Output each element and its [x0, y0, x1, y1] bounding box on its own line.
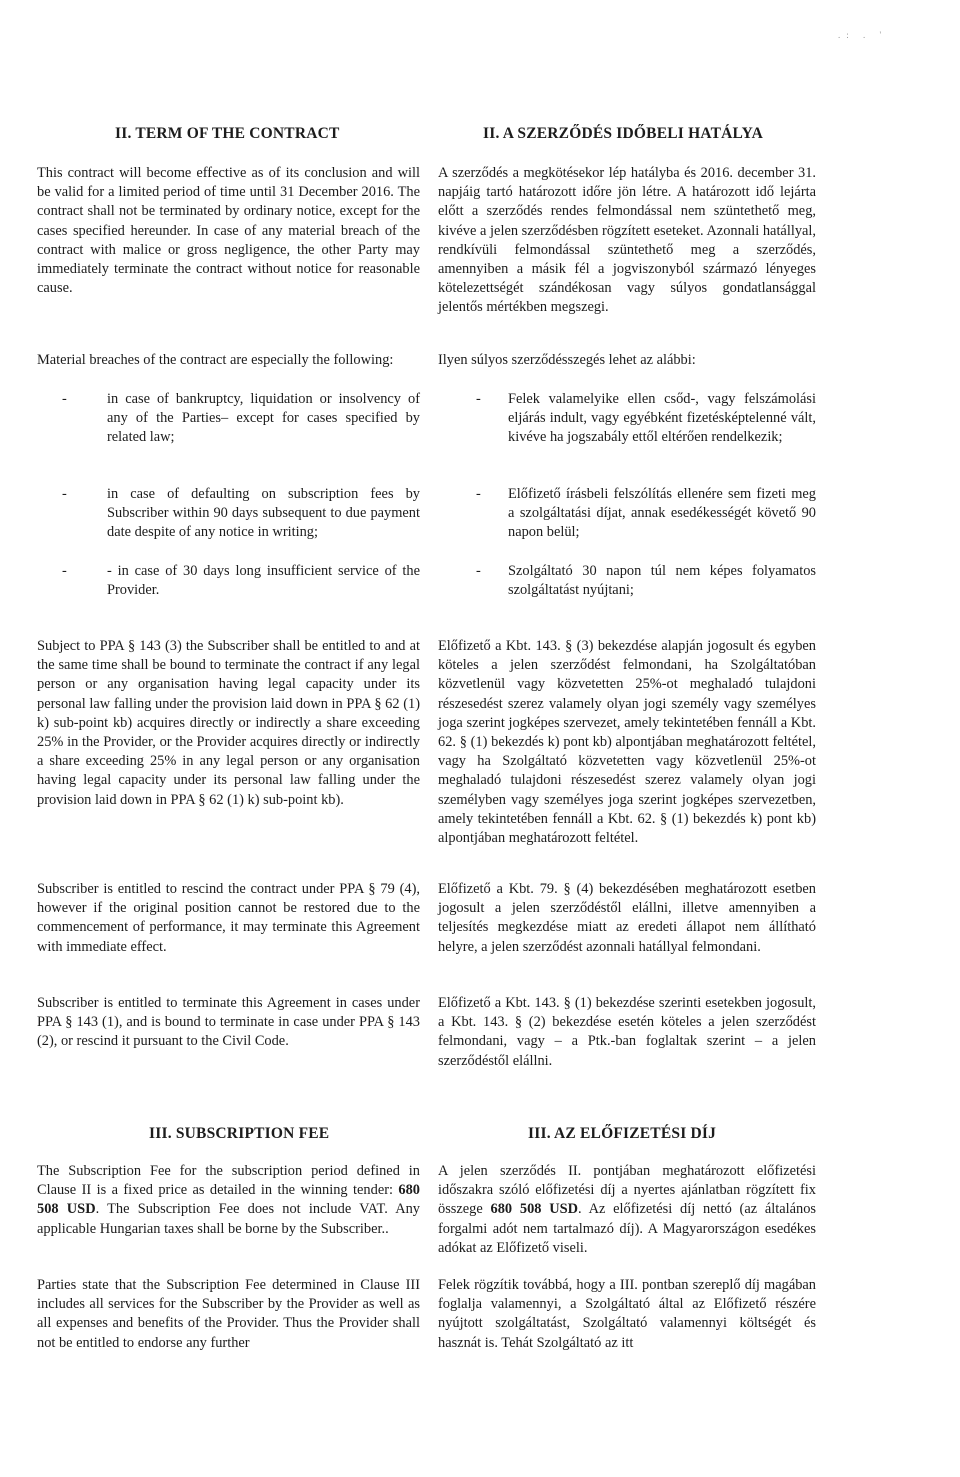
list-item-text: in case of defaulting on subscription fees by Subscriber within 90 days subsequent to due payment date despite of any notice in writing; [107, 486, 420, 541]
en-fee-paragraph [37, 1162, 420, 1239]
en-fee-amount: 680 508 USD [37, 1182, 420, 1218]
hu-fee-inclusion-paragraph: Felek rögzítik továbbá, hogy a III. pontban szereplő díj magában foglalja valamennyi, a Szolgáltató által az Előfizető részére nyújtott szolgáltatást, Szolgáltató valamennyi költségét és hasznát is. Tehát Szolgáltató az itt [438, 1277, 816, 1351]
list-dash: - [476, 391, 481, 407]
en-ppa-143-3-paragraph: Subject to PPA § 143 (3) the Subscriber shall be entitled to and at the same time shall be bound to terminate the contract if any legal person or any organisation having legal capacity under its personal law falling under the provision laid down in PPA § 62 (1) k) sub-point kb) acquires directly or indirectly a share exceeding 25% in the Provider, or the Provider acquires directly or indirectly a share exceeding 25% in any legal person or any organisation having legal capacity under its personal law falling under the provision laid down in PPA § 62 (1) k) sub-point kb). [37, 638, 420, 808]
hu-section-3-heading: III. AZ ELŐFIZETÉSI DÍJ [528, 1125, 717, 1142]
hu-fee-text-b: . Az előfizetési díj nettó (az általános forgalmi adót nem tartalmazó díj). A Magyarországon esedékes adókat az Előfizető viseli. [438, 1201, 817, 1256]
hu-kbt-143-3-paragraph: Előfizető a Kbt. 143. § (3) bekezdése alapján jogosult és egyben köteles a jelen szerződést felmondani, ha Szolgáltatóban közvetlenül vagy közvetetten 25%-ot meghaladó tulajdoni részesedést szerez valamely olyan jogi személy vagy személyes joga szerint jogképes szervezet, amely tekintetében fennáll a Kbt. 62. § (1) bekezdés k) pont kb) alpontjában meghatározott feltétel, vagy ha Szolgáltató közvetetten vagy közvetlenül 25%-ot meghaladó tulajdoni részesedést szerez valamely olyan jogi személyben vagy személyes joga szerint jogképes szervezetben, amely tekintetében fennáll a Kbt. 62. § (1) bekezdés k) pont kb) alpontjában meghatározott feltétel. [438, 638, 816, 847]
en-section-2-heading: II. TERM OF THE CONTRACT [115, 125, 340, 142]
en-ppa-79-paragraph: Subscriber is entitled to rescind the contract under PPA § 79 (4), however if the original position cannot be restored due to the commencement of performance, it may terminate this Agreement with immediate effect. [37, 881, 420, 955]
list-item-text: - in case of 30 days long insufficient service of the Provider. [107, 563, 420, 599]
list-item-text: in case of bankruptcy, liquidation or insolvency of any of the Parties– except for cases specified by related law; [107, 391, 420, 446]
hu-fee-paragraph [438, 1162, 816, 1258]
hu-kbt-143-1-paragraph: Előfizető a Kbt. 143. § (1) bekezdése szerinti esetekben jogosult, a Kbt. 143. § (2) bekezdése esetén köteles a jelen szerződést felmondani, vagy – a Ptk.-ban foglaltak szerint – a jelen szerződéstől elállni. [438, 995, 816, 1069]
list-item-text: Felek valamelyike ellen csőd-, vagy felszámolási eljárás indult, vagy egyébként fizetésképtelenné vált, kivéve ha jogszabály ettől eltérően rendelkezik; [508, 391, 816, 446]
hu-kbt-79-paragraph: Előfizető a Kbt. 79. § (4) bekezdésében meghatározott esetben jogosult a jelen szerződéstől elállni, illetve amennyiben a teljesítés megkezdése miatt az eredeti állapot nem állítható helyre, a jelen szerződést azonnali hatállyal felmondani. [438, 881, 816, 955]
english-column [37, 0, 420, 1477]
list-dash: - [476, 563, 481, 579]
hu-fee-text-a: A jelen szerződés II. pontjában meghatározott előfizetési időszakra szóló előfizetési díj a nyertes ajánlatban rögzített fix összege [438, 1163, 816, 1218]
en-fee-text-a: The Subscription Fee for the subscription period defined in Clause II is a fixed price as detailed in the winning tender: [37, 1163, 420, 1199]
scan-specks: .: . ' [838, 30, 888, 40]
list-dash: - [62, 486, 67, 502]
hu-section-2-heading: II. A SZERZŐDÉS IDŐBELI HATÁLYA [483, 125, 764, 142]
en-fee-text-b: . The Subscription Fee does not include VAT. Any applicable Hungarian taxes shall be borne by the Subscriber.. [37, 1201, 420, 1237]
list-dash: - [62, 391, 67, 407]
en-section-3-heading: III. SUBSCRIPTION FEE [149, 1125, 330, 1142]
en-term-paragraph: This contract will become effective as of its conclusion and will be valid for a limited period of time until 31 December 2016. The contract shall not be terminated by ordinary notice, except for the cases specified hereunder. In case of any material breach of the contract with malice or gross negligence, the other Party may immediately terminate the contract without notice for reasonable cause. [37, 165, 420, 297]
list-dash: - [476, 486, 481, 502]
hungarian-column [438, 0, 816, 1477]
list-item-text: Előfizető írásbeli felszólítás ellenére sem fizeti meg a szolgáltatási díjat, annak esedékességét követő 90 napon belül; [508, 486, 816, 541]
en-ppa-143-1-paragraph: Subscriber is entitled to terminate this Agreement in cases under PPA § 143 (1), and is bound to terminate in case under PPA § 143 (2), or rescind it pursuant to the Civil Code. [37, 995, 420, 1050]
hu-fee-amount: 680 508 USD [490, 1201, 579, 1218]
en-fee-inclusion-paragraph: Parties state that the Subscription Fee determined in Clause III includes all services for the Subscriber by the Provider as well as all expenses and benefits of the Provider. Thus the Provider shall not be entitled to endorse any further [37, 1277, 420, 1351]
list-item-text: Szolgáltató 30 napon túl nem képes folyamatos szolgáltatást nyújtani; [508, 563, 816, 599]
hu-breach-intro: Ilyen súlyos szerződésszegés lehet az alábbi: [438, 352, 696, 368]
en-breach-intro: Material breaches of the contract are especially the following: [37, 352, 394, 368]
hu-term-paragraph: A szerződés a megkötésekor lép hatályba és 2016. december 31. napjáig tartó határozott időre jön létre. A határozott idő lejárta előtt a szerződés rendes felmondással nem szüntethető meg, kivéve a jelen szerződésben rögzített eseteket. Azonnali hatállyal, rendkívüli felmondással szüntethető meg a szerződés, amennyiben a másik fél a jogviszonyból származó lényeges kötelezettségét szándékosan vagy súlyos gondatlansággal jelentős mértékben megszegi. [438, 165, 816, 316]
list-dash: - [62, 563, 67, 579]
